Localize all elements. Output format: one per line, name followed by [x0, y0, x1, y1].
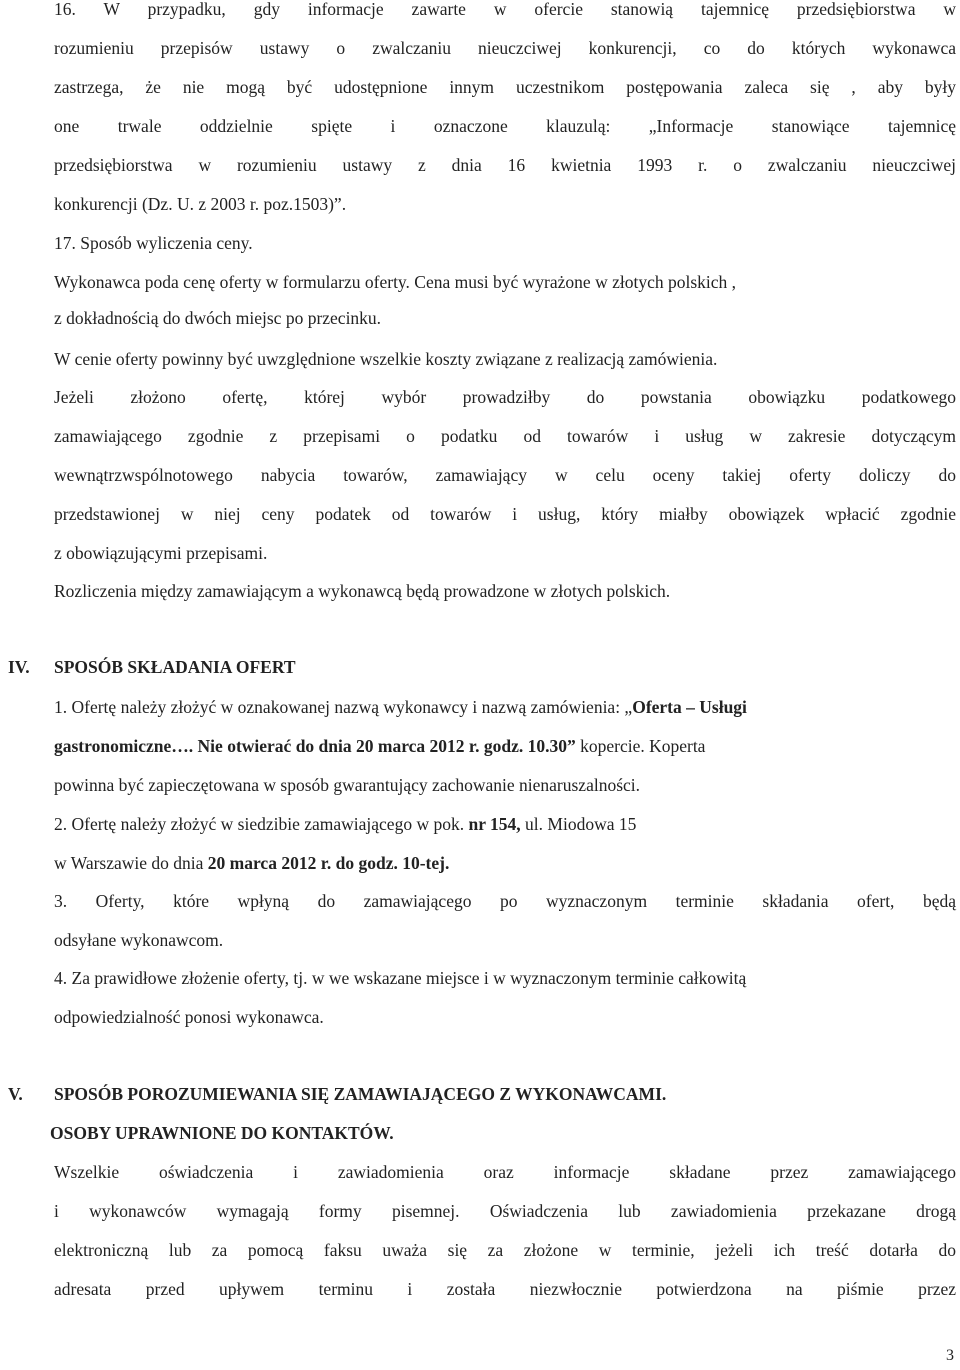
- text-line: Wykonawca poda cenę oferty w formularzu oferty. Cena musi być wyrażone w złotych polskich ,: [54, 272, 737, 292]
- section-17-paragraph-3: [54, 378, 956, 573]
- text-line: wewnątrzwspólnotowego nabycia towarów, zamawiający w celu oceny takiej oferty doliczy do: [54, 465, 956, 485]
- text-line: 16. W przypadku, gdy informacje zawarte w ofercie stanowią tajemnicę przedsiębiorstwa w: [54, 0, 956, 19]
- text-line: odpowiedzialność ponosi wykonawca.: [54, 1007, 324, 1027]
- section-iv-title: SPOSÓB SKŁADANIA OFERT: [54, 657, 296, 677]
- section-v-number: V.: [8, 1084, 23, 1104]
- text-line: odsyłane wykonawcom.: [54, 930, 224, 950]
- text-line: elektroniczną lub za pomocą faksu uważa się za złożone w terminie, jeżeli ich treść dotarła do: [54, 1240, 956, 1260]
- text-line: konkurencji (Dz. U. z 2003 r. poz.1503)”.: [54, 194, 347, 214]
- section-v-title-line-2: OSOBY UPRAWNIONE DO KONTAKTÓW.: [50, 1123, 394, 1143]
- section-17: [54, 224, 956, 263]
- page-number: 3: [946, 1347, 954, 1364]
- section-iv-item-1: [54, 688, 956, 805]
- text-line: 3. Oferty, które wpłyną do zamawiającego po wyznaczonym terminie składania ofert, będą: [54, 891, 956, 911]
- text-line: 2. Ofertę należy złożyć w siedzibie zamawiającego w pok. nr 154, ul. Miodowa 15: [54, 814, 637, 834]
- text-line: W cenie oferty powinny być uwzględnione wszelkie koszty związane z realizacją zamówienia.: [54, 349, 718, 369]
- text-line: przedstawionej w niej ceny podatek od towarów i usług, który miałby obowiązek wpłacić zgodnie: [54, 504, 956, 524]
- text-line: gastronomiczne…. Nie otwierać do dnia 20 marca 2012 r. godz. 10.30” kopercie. Koperta: [54, 736, 706, 756]
- section-17-paragraph-4: [54, 572, 956, 611]
- text-line: 1. Ofertę należy złożyć w oznakowanej nazwą wykonawcy i nazwą zamówienia: „Oferta – Usługi: [54, 697, 747, 717]
- text-line: powinna być zapieczętowana w sposób gwarantujący zachowanie nienaruszalności.: [54, 775, 641, 795]
- text-line: Jeżeli złożono ofertę, której wybór prowadziłby do powstania obowiązku podatkowego: [54, 387, 956, 407]
- section-16-paragraph: [54, 0, 956, 224]
- text-line: z dokładnością do dwóch miejsc po przecinku.: [54, 308, 382, 328]
- text-line: Rozliczenia między zamawiającym a wykonawcą będą prowadzone w złotych polskich.: [54, 581, 671, 601]
- text-line: rozumieniu przepisów ustawy o zwalczaniu nieuczciwej konkurencji, co do których wykonawca: [54, 38, 956, 58]
- section-v-title-line-1: SPOSÓB POROZUMIEWANIA SIĘ ZAMAWIAJĄCEGO Z WYKONAWCAMI.: [54, 1084, 667, 1104]
- text-line: zamawiającego zgodnie z przepisami o podatku od towarów i usług w zakresie dotyczącym: [54, 426, 956, 446]
- section-iv-item-2: [54, 805, 956, 883]
- text-line: one trwale oddzielnie spięte i oznaczone klauzulą: „Informacje stanowiące tajemnicę: [54, 116, 956, 136]
- text-line: Wszelkie oświadczenia i zawiadomienia oraz informacje składane przez zamawiającego: [54, 1162, 956, 1182]
- text-line: z obowiązującymi przepisami.: [54, 543, 268, 563]
- section-iv-item-4: [54, 959, 956, 1037]
- text-line: adresata przed upływem terminu i została niezwłocznie potwierdzona na piśmie przez: [54, 1279, 956, 1299]
- section-17-paragraph-1: [54, 263, 956, 338]
- text-line: przedsiębiorstwa w rozumieniu ustawy z dnia 16 kwietnia 1993 r. o zwalczaniu nieuczciwej: [54, 155, 956, 175]
- text-line: w Warszawie do dnia 20 marca 2012 r. do godz. 10-tej.: [54, 853, 450, 873]
- text-line: zastrzega, że nie mogą być udostępnione innym uczestnikom postępowania zaleca się , aby były: [54, 77, 956, 97]
- section-v-paragraph: [54, 1153, 956, 1309]
- text-line: 4. Za prawidłowe złożenie oferty, tj. w we wskazane miejsce i w wyznaczonym terminie całkowitą: [54, 968, 747, 988]
- section-17-title: 17. Sposób wyliczenia ceny.: [54, 233, 253, 253]
- text-line: i wykonawców wymagają formy pisemnej. Oświadczenia lub zawiadomienia przekazane drogą: [54, 1201, 956, 1221]
- section-iv-number: IV.: [8, 657, 30, 677]
- section-iv-item-3: [54, 882, 956, 960]
- section-17-paragraph-2: [54, 340, 956, 379]
